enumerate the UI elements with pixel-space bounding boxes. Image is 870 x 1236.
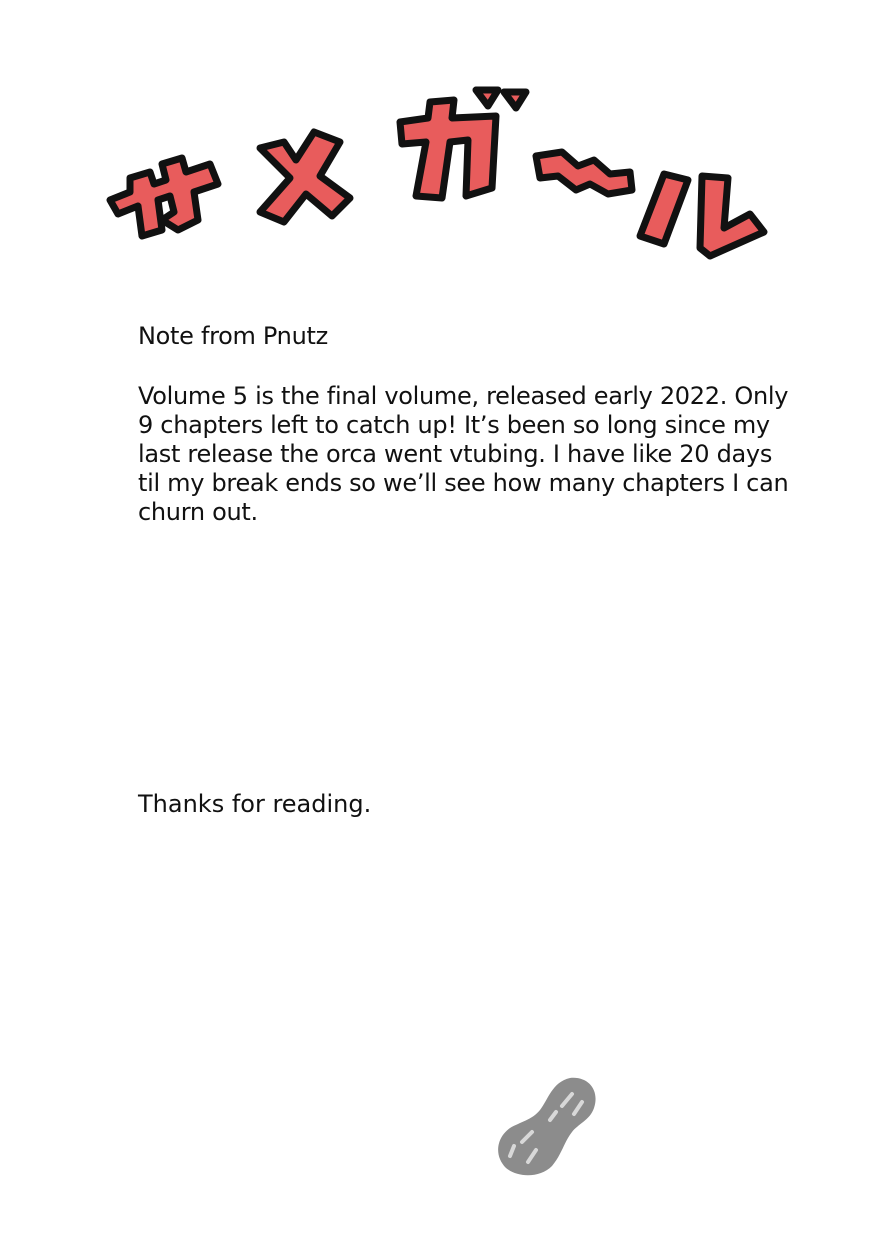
title-char-ga	[400, 90, 526, 198]
note-line: Volume 5 is the final volume, released early 2022. Only	[138, 382, 789, 410]
note-line: 9 chapters left to catch up! It’s been so long since my	[138, 411, 770, 439]
note-line: til my break ends so we’ll see how many chapters I can	[138, 469, 789, 497]
title-char-dash	[536, 152, 632, 194]
peanut-icon	[492, 1072, 602, 1180]
title-char-sa	[110, 158, 218, 236]
title-logo	[100, 80, 780, 280]
note-line: last release the orca went vtubing. I have like 20 days	[138, 440, 773, 468]
title-char-ru	[640, 174, 764, 256]
note-block	[138, 322, 798, 527]
note-heading: Note from Pnutz	[138, 322, 328, 350]
note-line: churn out.	[138, 498, 258, 526]
title-char-me	[260, 132, 350, 222]
closing-text: Thanks for reading.	[138, 790, 372, 818]
note-body	[138, 382, 798, 527]
